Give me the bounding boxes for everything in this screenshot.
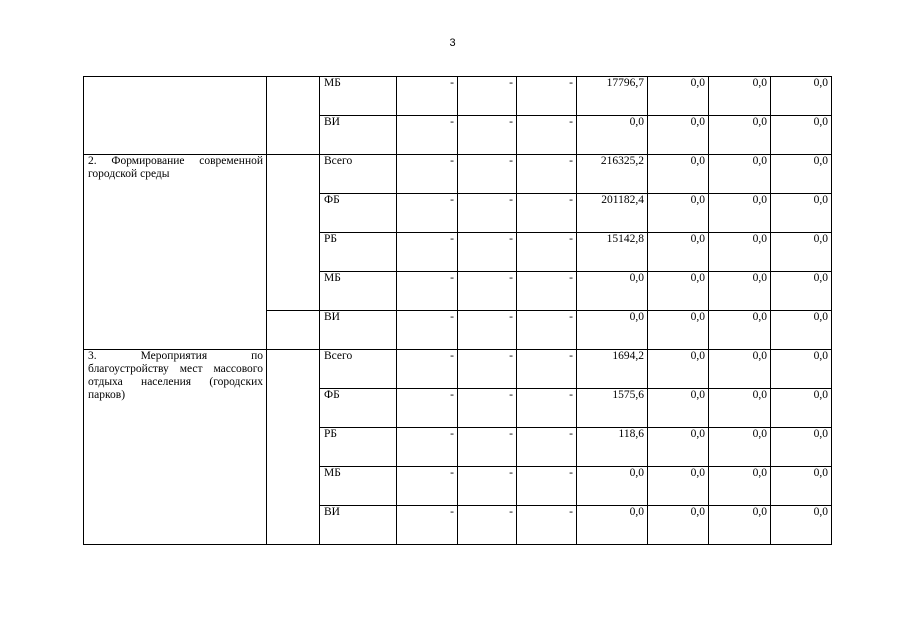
value-cell: 0,0 — [771, 272, 832, 311]
value-cell: 0,0 — [709, 506, 771, 545]
table-row — [84, 77, 832, 116]
value-cell: - — [517, 155, 577, 194]
value-cell: 0,0 — [709, 350, 771, 389]
value-cell: 0,0 — [577, 506, 648, 545]
value-cell: 0,0 — [648, 311, 709, 350]
value-cell: 0,0 — [709, 272, 771, 311]
value-cell: - — [458, 77, 517, 116]
activity-name-cell: 2. Формирование современной городской среды — [84, 155, 267, 350]
value-cell: 0,0 — [577, 311, 648, 350]
value-cell: 0,0 — [771, 350, 832, 389]
value-cell: 118,6 — [577, 428, 648, 467]
value-cell: - — [517, 116, 577, 155]
value-cell: 0,0 — [709, 389, 771, 428]
value-cell: 0,0 — [648, 467, 709, 506]
value-cell: 0,0 — [771, 155, 832, 194]
value-cell: 0,0 — [771, 389, 832, 428]
value-cell: - — [458, 194, 517, 233]
funding-source-cell: ФБ — [320, 389, 397, 428]
value-cell: 0,0 — [771, 233, 832, 272]
value-cell: 0,0 — [648, 155, 709, 194]
value-cell: - — [517, 272, 577, 311]
value-cell: - — [397, 350, 458, 389]
value-cell: 0,0 — [709, 116, 771, 155]
value-cell: 0,0 — [771, 194, 832, 233]
value-cell: 0,0 — [709, 428, 771, 467]
value-cell: 1694,2 — [577, 350, 648, 389]
value-cell: 0,0 — [709, 233, 771, 272]
executor-cell — [267, 77, 320, 155]
funding-source-cell: ВИ — [320, 116, 397, 155]
value-cell: 0,0 — [577, 116, 648, 155]
table-row — [84, 350, 832, 389]
funding-source-cell: ФБ — [320, 194, 397, 233]
value-cell: - — [397, 467, 458, 506]
value-cell: - — [517, 311, 577, 350]
value-cell: 0,0 — [771, 506, 832, 545]
value-cell: 216325,2 — [577, 155, 648, 194]
value-cell: - — [458, 311, 517, 350]
funding-source-cell: МБ — [320, 467, 397, 506]
funding-source-cell: МБ — [320, 272, 397, 311]
value-cell: 0,0 — [709, 311, 771, 350]
value-cell: 0,0 — [577, 467, 648, 506]
value-cell: - — [458, 155, 517, 194]
funding-source-cell: Всего — [320, 350, 397, 389]
value-cell: 0,0 — [771, 311, 832, 350]
executor-cell — [267, 311, 320, 350]
value-cell: 0,0 — [709, 194, 771, 233]
value-cell: - — [458, 350, 517, 389]
value-cell: 0,0 — [648, 389, 709, 428]
value-cell: 0,0 — [648, 428, 709, 467]
value-cell: - — [458, 116, 517, 155]
table-row — [84, 155, 832, 194]
value-cell: - — [397, 428, 458, 467]
value-cell: 0,0 — [648, 194, 709, 233]
value-cell: - — [397, 116, 458, 155]
value-cell: - — [517, 233, 577, 272]
value-cell: 0,0 — [709, 77, 771, 116]
activity-name-cell-empty — [84, 77, 267, 155]
value-cell: 0,0 — [709, 467, 771, 506]
value-cell: - — [458, 506, 517, 545]
executor-cell — [267, 350, 320, 545]
funding-source-cell: Всего — [320, 155, 397, 194]
funding-source-cell: ВИ — [320, 506, 397, 545]
value-cell: - — [397, 389, 458, 428]
value-cell: - — [517, 350, 577, 389]
value-cell: 0,0 — [771, 77, 832, 116]
value-cell: - — [397, 155, 458, 194]
value-cell: - — [397, 233, 458, 272]
value-cell: 0,0 — [648, 272, 709, 311]
value-cell: 0,0 — [709, 155, 771, 194]
value-cell: - — [397, 506, 458, 545]
value-cell: 0,0 — [648, 116, 709, 155]
value-cell: - — [458, 272, 517, 311]
value-cell: 0,0 — [771, 467, 832, 506]
value-cell: 0,0 — [771, 116, 832, 155]
value-cell: 15142,8 — [577, 233, 648, 272]
value-cell: - — [517, 194, 577, 233]
value-cell: - — [458, 428, 517, 467]
funding-source-cell: РБ — [320, 428, 397, 467]
funding-source-cell: РБ — [320, 233, 397, 272]
value-cell: - — [517, 467, 577, 506]
value-cell: 0,0 — [648, 350, 709, 389]
value-cell: - — [517, 428, 577, 467]
page-number: 3 — [449, 37, 456, 49]
value-cell: - — [397, 311, 458, 350]
value-cell: - — [397, 77, 458, 116]
value-cell: - — [458, 233, 517, 272]
value-cell: 0,0 — [577, 272, 648, 311]
value-cell: - — [458, 389, 517, 428]
value-cell: - — [517, 77, 577, 116]
funding-source-cell: МБ — [320, 77, 397, 116]
value-cell: - — [458, 467, 517, 506]
value-cell: - — [397, 194, 458, 233]
value-cell: 201182,4 — [577, 194, 648, 233]
value-cell: 0,0 — [648, 77, 709, 116]
executor-cell — [267, 155, 320, 311]
value-cell: 0,0 — [648, 233, 709, 272]
activity-name-cell: 3. Мероприятия по благоустройству мест массового отдыха населения (городских парков) — [84, 350, 267, 545]
funding-source-cell: ВИ — [320, 311, 397, 350]
value-cell: 17796,7 — [577, 77, 648, 116]
value-cell: - — [397, 272, 458, 311]
value-cell: - — [517, 389, 577, 428]
value-cell: - — [517, 506, 577, 545]
budget-table — [83, 76, 832, 545]
value-cell: 0,0 — [648, 506, 709, 545]
value-cell: 1575,6 — [577, 389, 648, 428]
value-cell: 0,0 — [771, 428, 832, 467]
